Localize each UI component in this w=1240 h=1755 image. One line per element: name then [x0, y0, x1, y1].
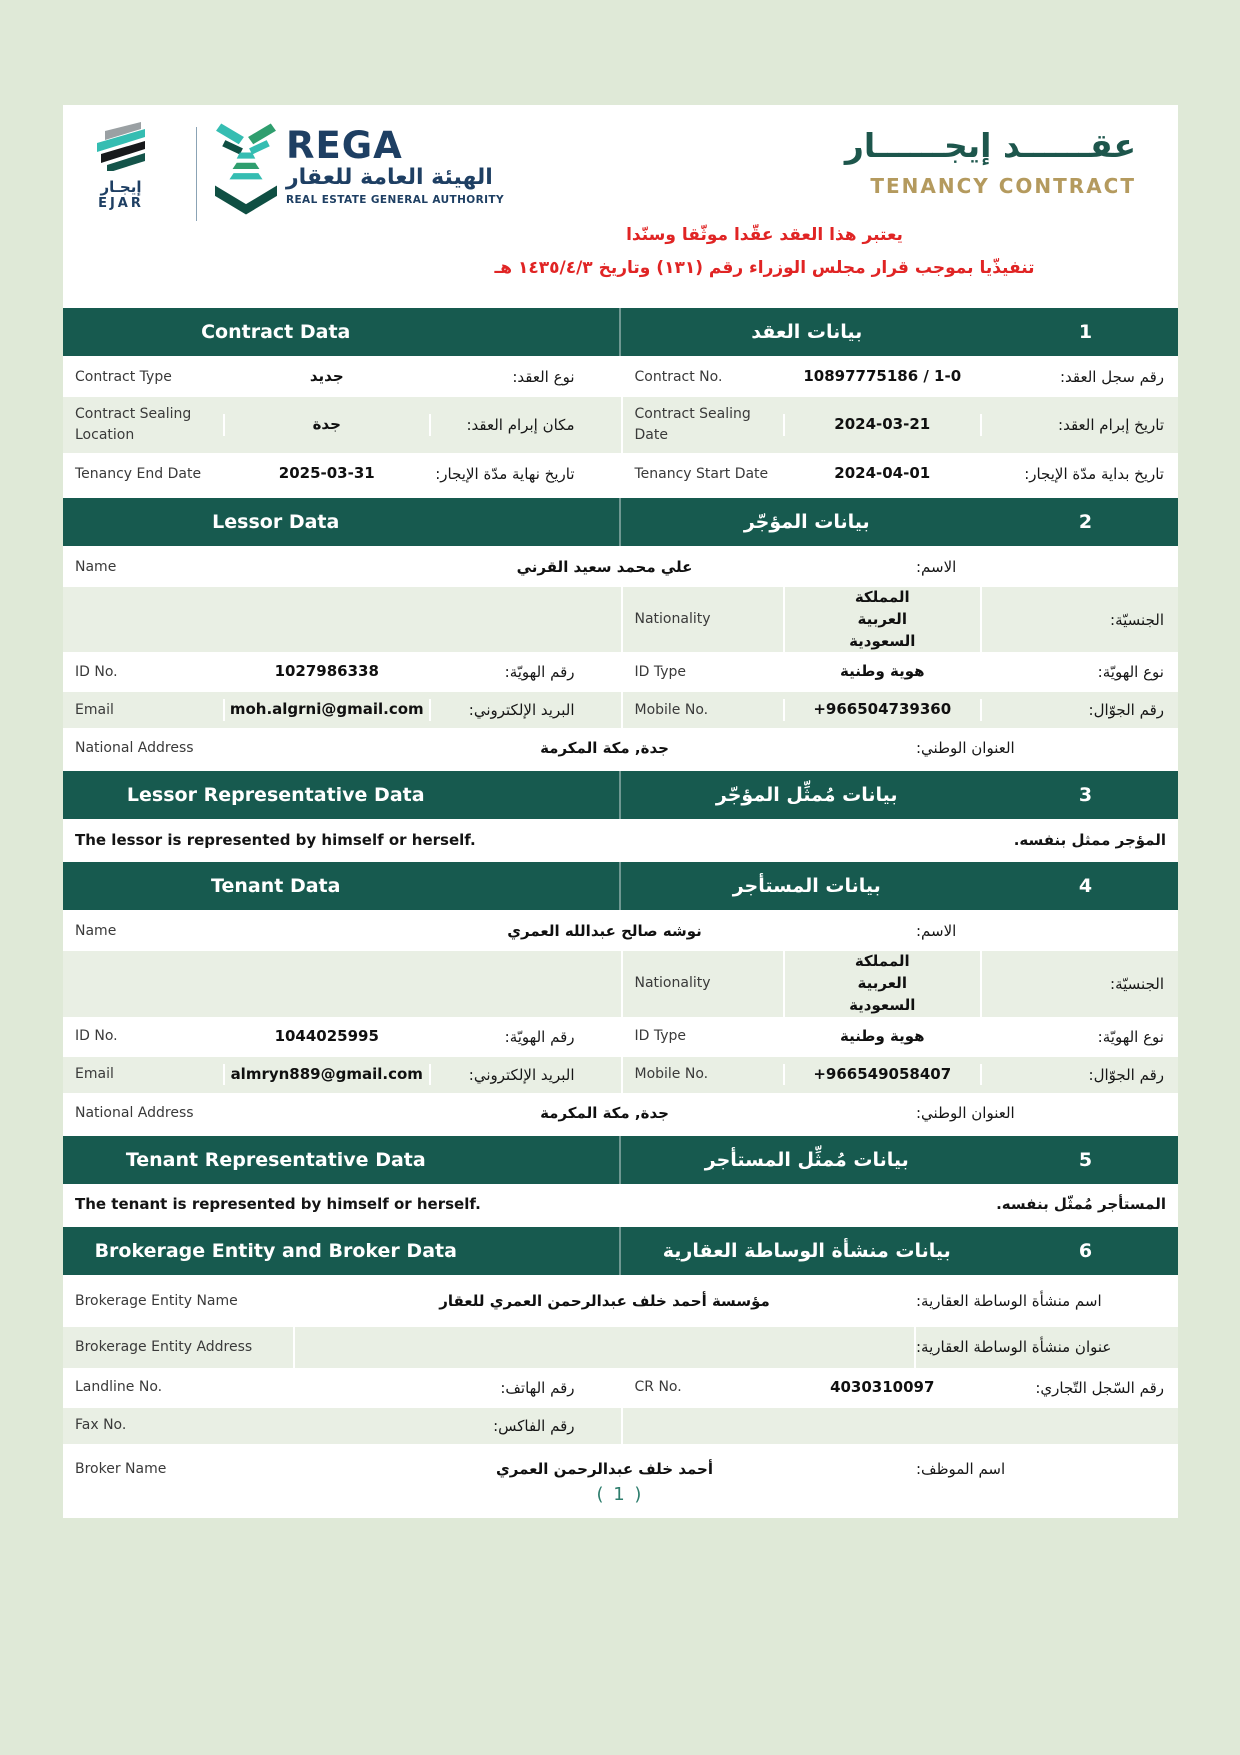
field-label-ar: مكان إبرام العقد: [466, 416, 575, 434]
field-value: أحمد خلف عبدالرحمن العمري [293, 1446, 916, 1492]
table-row [63, 1057, 1178, 1095]
field-value: علي محمد سعيد القرني [293, 549, 916, 585]
section-title-en: Tenant Data [63, 862, 621, 910]
section-title-ar-wrap [621, 308, 1179, 356]
row-left-half [63, 1370, 621, 1406]
field-label-en: National Address [75, 1104, 194, 1121]
section-number: 2 [1078, 511, 1093, 533]
section-title-ar: بيانات المستأجر [732, 875, 881, 898]
contract-title-english: TENANCY CONTRACT [870, 173, 1136, 198]
section-title-ar-wrap [621, 862, 1179, 910]
page-number: ( 1 ) [596, 1484, 644, 1505]
row-right-half [621, 1408, 1179, 1444]
logo-divider [196, 127, 197, 221]
field-value: 2024-03-21 [783, 414, 983, 436]
table-row [63, 730, 1178, 768]
representative-note-row [63, 822, 1178, 859]
section-title-en: Lessor Data [63, 498, 621, 546]
row-left-half [63, 951, 621, 1016]
field-label-ar: رقم الجوّال: [1088, 1065, 1164, 1084]
section-number: 5 [1078, 1148, 1093, 1171]
ejar-logo-arabic-label: إيجـار [100, 178, 142, 196]
field-label-ar: رقم الهاتف: [500, 1378, 575, 1397]
field-value: هوية وطنية [783, 1026, 983, 1048]
field-label-en: Contract No. [634, 368, 723, 385]
row-left-half [63, 397, 621, 453]
section-header-lessor-representative [63, 771, 1178, 819]
field-label-en: Mobile No. [634, 1066, 709, 1082]
field-value: +966549058407 [783, 1064, 983, 1086]
field-label-en: CR No. [634, 1379, 682, 1395]
row-left-half [63, 692, 621, 728]
field-label-en: ID No. [75, 663, 118, 680]
field-label-ar: تاريخ نهاية مدّة الإيجار: [435, 465, 575, 483]
section-header-tenant-representative [63, 1136, 1178, 1184]
rega-english-name: REAL ESTATE GENERAL AUTHORITY [286, 193, 504, 206]
table-row [63, 1408, 1178, 1446]
field-label-en: Tenancy Start Date [634, 465, 769, 482]
rega-arabic-name: الهيئة العامة للعقار [286, 165, 493, 190]
table-row [63, 455, 1178, 495]
table-row [63, 1095, 1178, 1133]
field-label-en: ID Type [634, 663, 687, 680]
field-label-en: ID No. [75, 1028, 118, 1044]
field-label-ar: نوع العقد: [512, 368, 575, 386]
field-label-en: Nationality [634, 611, 711, 628]
table-row [63, 587, 1178, 654]
field-value: 2025-03-31 [223, 463, 431, 485]
table-row [63, 1278, 1178, 1327]
field-label-ar: البريد الإلكتروني: [468, 701, 575, 720]
field-label-en: Tenancy End Date [75, 465, 202, 482]
field-label-ar: اسم منشأة الوساطة العقارية: [916, 1292, 1102, 1310]
row-right-half [621, 359, 1179, 395]
field-label-ar: الجنسيّة: [1110, 610, 1164, 629]
row-left-half [63, 654, 621, 690]
rega-logo [215, 123, 504, 215]
field-label-ar: رقم الهويّة: [504, 663, 575, 682]
row-right-half [621, 587, 1179, 652]
field-value: المملكة العربية السعودية [783, 951, 983, 1016]
note-en: The tenant is represented by himself or herself. [75, 1195, 481, 1213]
ejar-stripes-icon [89, 121, 153, 171]
field-value: 1044025995 [223, 1026, 431, 1048]
field-label-ar: عنوان منشأة الوساطة العقارية: [916, 1338, 1112, 1356]
section-title-ar-wrap [621, 498, 1179, 546]
table-row [63, 692, 1178, 730]
field-value: 1027986338 [223, 661, 431, 683]
field-label-ar: تاريخ بداية مدّة الإيجار: [1024, 465, 1164, 483]
field-value: 2024-04-01 [783, 463, 983, 485]
field-value: +966504739360 [783, 699, 983, 721]
field-label-en: Mobile No. [634, 701, 709, 718]
field-value: نوشه صالح عبدالله العمري [293, 913, 916, 949]
field-label-ar: رقم الهويّة: [504, 1027, 575, 1046]
field-label-ar: رقم سجل العقد: [1059, 368, 1164, 386]
row-left-half [63, 1019, 621, 1055]
field-value: جدة [223, 414, 431, 436]
field-label-en: Name [75, 559, 117, 575]
section-title-ar: بيانات مُمثِّل المؤجّر [715, 784, 898, 807]
field-value: 10897775186 / 1-0 [783, 366, 983, 388]
field-value: 4030310097 [783, 1377, 983, 1399]
field-label-ar: نوع الهويّة: [1097, 1027, 1164, 1046]
section-number: 3 [1078, 784, 1093, 807]
rega-palm-icon [215, 123, 277, 215]
field-label-en: Contract Sealing Date [634, 406, 751, 443]
field-label-en: Fax No. [75, 1417, 127, 1433]
section-title-ar: بيانات منشأة الوساطة العقارية [662, 1239, 951, 1262]
field-label-en: Nationality [634, 975, 711, 992]
field-label-en: Contract Type [75, 368, 172, 385]
field-label-ar: العنوان الوطني: [916, 1103, 1015, 1122]
section-header-brokerage-data [63, 1227, 1178, 1275]
legal-notice-line2: تنفيذّيا بموجب قرار مجلس الوزراء رقم (١٣١) وتاريخ ١٤٣٥/٤/٣ هـ [494, 258, 1035, 279]
field-label-en: Broker Name [75, 1460, 167, 1477]
table-row [63, 951, 1178, 1018]
section-title-ar-wrap [621, 1227, 1179, 1275]
section-number: 4 [1078, 875, 1093, 898]
row-left-half [63, 455, 621, 493]
field-label-ar: العنوان الوطني: [916, 739, 1015, 758]
rega-wordmark: REGA [286, 124, 403, 167]
note-ar: المستأجر مُمثّل بنفسه. [996, 1195, 1166, 1213]
section-header-contract-data [63, 308, 1178, 356]
table-row [63, 359, 1178, 397]
table-row [63, 654, 1178, 692]
row-right-half [621, 654, 1179, 690]
field-label-en: Brokerage Entity Name [75, 1293, 238, 1309]
field-label-en: Landline No. [75, 1379, 163, 1395]
section-title-ar: بيانات مُمثِّل المستأجر [704, 1148, 909, 1171]
field-label-en: Email [75, 1066, 114, 1082]
section-title-ar: بيانات العقد [751, 321, 863, 343]
contract-title-block [845, 127, 1136, 198]
row-right-half [621, 692, 1179, 728]
table-row [63, 913, 1178, 951]
field-value: هوية وطنية [783, 661, 983, 683]
contract-title-arabic: عقــــــد إيجــــــار [844, 126, 1136, 165]
row-right-half [621, 455, 1179, 493]
note-en: The lessor is represented by himself or herself. [75, 830, 476, 849]
field-value: جديد [223, 366, 431, 388]
legal-notice [363, 219, 1166, 285]
field-label-ar: نوع الهويّة: [1097, 663, 1164, 682]
row-left-half [63, 1057, 621, 1093]
section-title-en: Brokerage Entity and Broker Data [63, 1227, 621, 1275]
section-title-ar-wrap [621, 1136, 1179, 1184]
rega-logo-text [286, 123, 504, 206]
field-label-en: National Address [75, 740, 194, 757]
ejar-logo [83, 121, 159, 211]
field-label-en: Contract Sealing Location [75, 406, 192, 443]
table-row [63, 1370, 1178, 1408]
table-row [63, 397, 1178, 455]
field-label-en: Name [75, 923, 117, 940]
field-label-ar: رقم السّجل التّجاري: [1035, 1378, 1164, 1397]
field-value [293, 1327, 916, 1368]
field-label-ar: الاسم: [916, 922, 957, 941]
section-title-en: Tenant Representative Data [63, 1136, 621, 1184]
contract-card [63, 105, 1178, 1518]
row-right-half [621, 1019, 1179, 1055]
section-header-lessor-data [63, 498, 1178, 546]
row-right-half [621, 951, 1179, 1016]
row-right-half [621, 1057, 1179, 1093]
field-value: جدة, مكة المكرمة [293, 1095, 916, 1131]
table-row [63, 1327, 1178, 1370]
field-value: المملكة العربية السعودية [783, 587, 983, 652]
field-label-ar: اسم الموظف: [916, 1459, 1006, 1478]
field-label-en: Brokerage Entity Address [75, 1339, 253, 1355]
legal-notice-line1: يعتبر هذا العقد عقّدا موثّقا وسنّدا [626, 225, 903, 245]
field-label-ar: رقم الجوّال: [1088, 701, 1164, 720]
field-value: almryn889@gmail.com [223, 1064, 431, 1086]
field-label-ar: البريد الإلكتروني: [468, 1065, 575, 1084]
section-number: 1 [1078, 321, 1093, 343]
table-row [63, 549, 1178, 587]
table-row [63, 1019, 1178, 1057]
section-title-ar-wrap [621, 771, 1179, 819]
field-label-ar: الاسم: [916, 558, 957, 576]
representative-note-row [63, 1187, 1178, 1224]
field-value: مؤسسة أحمد خلف عبدالرحمن العمري للعقار [293, 1278, 916, 1325]
ejar-logo-latin-label: EJAR [98, 196, 144, 211]
field-label-ar: تاريخ إبرام العقد: [1058, 416, 1164, 434]
section-title-en: Lessor Representative Data [63, 771, 621, 819]
field-value: moh.algrni@gmail.com [223, 699, 431, 721]
section-number: 6 [1078, 1239, 1093, 1262]
field-label-en: Email [75, 701, 114, 718]
section-header-tenant-data [63, 862, 1178, 910]
field-value: جدة, مكة المكرمة [293, 730, 916, 766]
row-left-half [63, 1408, 621, 1444]
document-header [63, 105, 1178, 305]
row-right-half [621, 397, 1179, 453]
field-label-en: ID Type [634, 1028, 687, 1044]
field-label-ar: الجنسيّة: [1110, 974, 1164, 993]
row-left-half [63, 359, 621, 395]
row-right-half [621, 1370, 1179, 1406]
section-title-en: Contract Data [63, 308, 621, 356]
note-ar: المؤجر ممثل بنفسه. [1013, 830, 1166, 849]
section-title-ar: بيانات المؤجّر [743, 511, 870, 533]
field-label-ar: رقم الفاكس: [493, 1416, 575, 1435]
row-left-half [63, 587, 621, 652]
